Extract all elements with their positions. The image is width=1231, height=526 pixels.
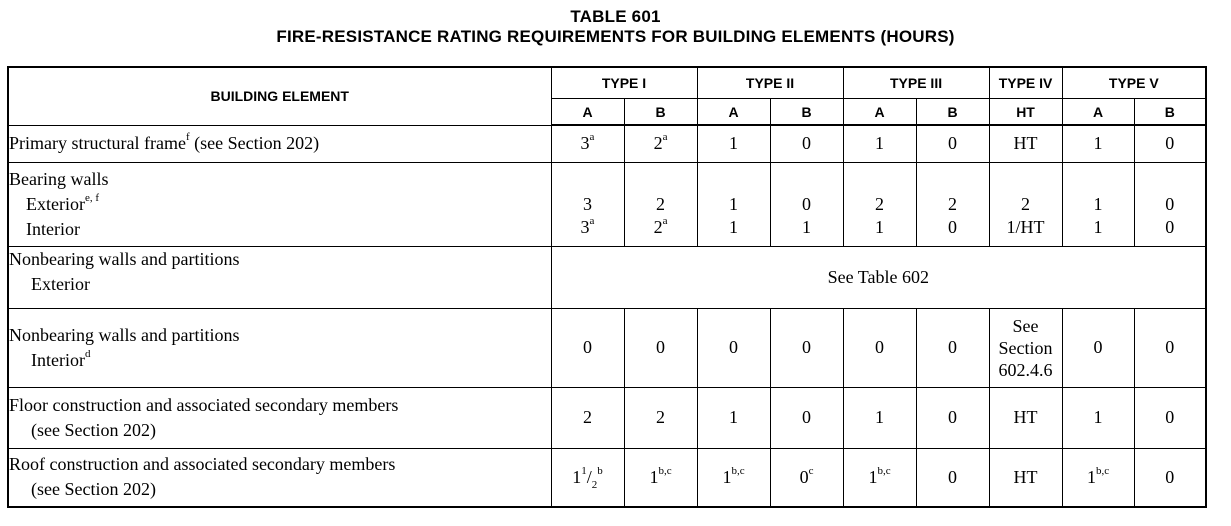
subtype-header: HT [989,99,1062,126]
rating-cell: HT [989,448,1062,507]
type-header: TYPE I [551,67,697,99]
rating-cell: 1 [697,387,770,448]
rating-cell: HT [989,387,1062,448]
rating-cell: 1 [1062,387,1134,448]
rating-cell: 0 [916,308,989,387]
fire-resistance-table [7,66,1207,508]
row-label: Bearing walls Exterior$^{e, f}$ Interior [8,162,551,246]
rating-cell: 0 [770,125,843,162]
table-row-primary-frame [8,125,1206,162]
subtype-header: B [770,99,843,126]
table-title: FIRE-RESISTANCE RATING REQUIREMENTS FOR BUILDING ELEMENTS (HOURS) [276,27,955,46]
subtype-header: A [1062,99,1134,126]
rating-cell: 0 [697,308,770,387]
rating-cell: 0 [916,448,989,507]
see-table-602-cell: See Table 602 [551,246,1206,308]
rating-cell: 2 1 [843,162,916,246]
table-number: TABLE 601 [570,7,661,26]
rating-cell: 0 [916,387,989,448]
rating-cell: HT [989,125,1062,162]
subtype-header: A [697,99,770,126]
rating-cell: 2 1/HT [989,162,1062,246]
table-row-nonbearing-interior [8,308,1206,387]
rating-cell: 0 [1062,308,1134,387]
type-header: TYPE III [843,67,989,99]
type-header: TYPE V [1062,67,1206,99]
rating-cell-fraction: $1^1/_2^b$ [551,448,624,507]
rating-cell: 1 1 [1062,162,1134,246]
table-row-bearing-walls [8,162,1206,246]
subtype-header: B [1134,99,1206,126]
rating-cell: 0 [1134,125,1206,162]
rating-cell: 2$^a$ [624,125,697,162]
table-row-floor-construction [8,387,1206,448]
row-label: Roof construction and associated secondary members (see Section 202) [8,448,551,507]
rating-cell: 0 [843,308,916,387]
header-row-types [8,67,1206,99]
rating-cell: 2 [624,387,697,448]
subtype-header: A [551,99,624,126]
rating-cell: 1 1 [697,162,770,246]
table-caption [0,7,1231,47]
table-row-nonbearing-exterior [8,246,1206,308]
rating-cell: 2 [551,387,624,448]
rating-cell: 1 [843,387,916,448]
row-label: Primary structural frame$^f$ (see Section 202) [8,125,551,162]
rating-cell: 1$^{b,c}$ [697,448,770,507]
rating-cell: 0 [551,308,624,387]
rating-cell: 0 [1134,387,1206,448]
subtype-header: B [916,99,989,126]
rating-cell: 1$^{b,c}$ [624,448,697,507]
subtype-header: A [843,99,916,126]
type-header: TYPE IV [989,67,1062,99]
rating-cell-see-section: See Section 602.4.6 [989,308,1062,387]
rating-cell: 0$^c$ [770,448,843,507]
rating-cell: 0 [1134,448,1206,507]
table-row-roof-construction [8,448,1206,507]
rating-cell: 0 [624,308,697,387]
rating-cell: 2 0 [916,162,989,246]
rating-cell: 0 [770,387,843,448]
row-label: Floor construction and associated secondary members (see Section 202) [8,387,551,448]
rating-cell: 0 [770,308,843,387]
rating-cell: 1 [843,125,916,162]
subtype-header: B [624,99,697,126]
row-label: Nonbearing walls and partitions Interior$^d$ [8,308,551,387]
type-header: TYPE II [697,67,843,99]
rating-cell: 0 1 [770,162,843,246]
rating-cell: 2 2$^a$ [624,162,697,246]
rating-cell: 0 [916,125,989,162]
rating-cell: 1$^{b,c}$ [843,448,916,507]
rating-cell: 0 [1134,308,1206,387]
rating-cell: 1 [697,125,770,162]
rating-cell: 0 0 [1134,162,1206,246]
rating-cell: 1$^{b,c}$ [1062,448,1134,507]
row-label: Nonbearing walls and partitions Exterior [8,246,551,308]
rating-cell: 3$^a$ [551,125,624,162]
rating-cell: 1 [1062,125,1134,162]
building-element-header: BUILDING ELEMENT [8,67,551,125]
rating-cell: 3 3$^a$ [551,162,624,246]
